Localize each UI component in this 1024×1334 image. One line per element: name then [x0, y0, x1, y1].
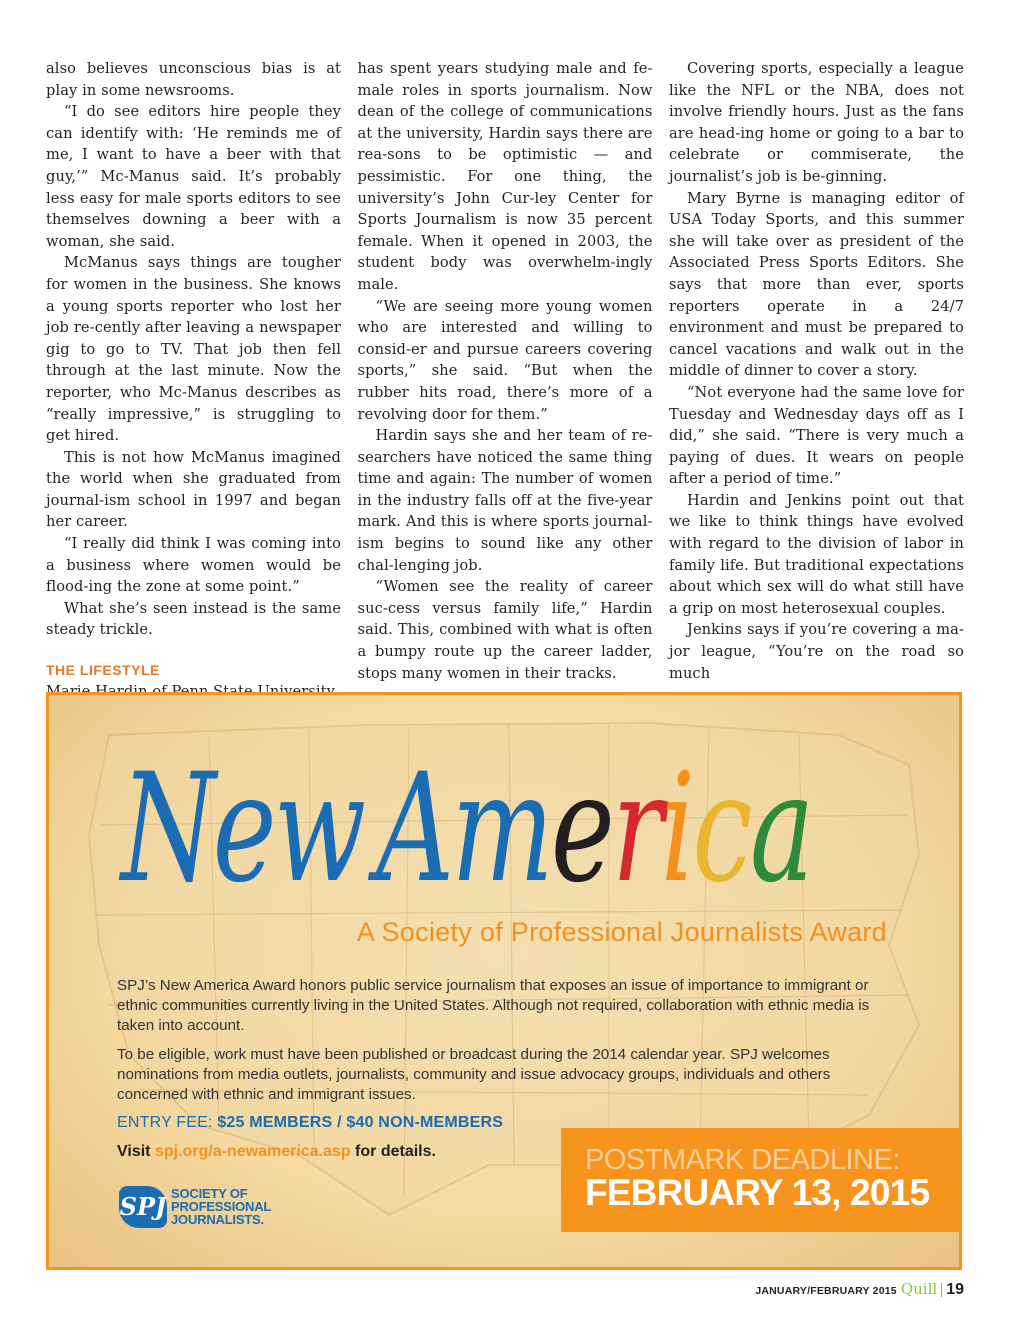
spj-logo-text: SOCIETY OF PROFESSIONAL JOURNALISTS.	[171, 1186, 272, 1227]
paragraph: “I really did think I was coming into a business where women would be flood-ing the zone at some point.”	[46, 535, 341, 596]
title-letter-r: r	[611, 742, 661, 916]
title-new: New	[121, 742, 364, 916]
spj-logo-icon: SPJ	[119, 1186, 167, 1228]
title-letter-a: a	[749, 742, 812, 916]
ad-description	[117, 976, 902, 1114]
footer-divider	[941, 1283, 942, 1297]
column-3	[669, 58, 964, 682]
paragraph: “Not everyone had the same love for Tuesday and Wednesday days off as I did,” she said. “There is very much a paying of dues. It wears on people after a period of time.”	[669, 383, 964, 488]
paragraph: “Women see the reality of career suc-cess versus family life,” Hardin said. This, combined with what is often a bumpy route up the career ladder, stops many women in their tracks.	[357, 578, 653, 682]
section-heading: THE LIFESTYLE	[46, 662, 160, 679]
fee-label: ENTRY FEE:	[117, 1114, 213, 1131]
article-body	[46, 58, 964, 682]
ad-paragraph: SPJ’s New America Award honors public service journalism that exposes an issue of importance to immigrant or ethnic communities currently living in the United States. Although not required, collaboration with ethnic media is taken into account.	[117, 977, 870, 1034]
entry-fee	[117, 1114, 503, 1132]
column-2	[357, 58, 653, 682]
page-number: 19	[946, 1281, 964, 1298]
paragraph: Hardin says she and her team of re-searchers have noticed the same thing time and again: The number of women in the industry falls off at the five-year mark. And this is where sports journal-ism begins to sound like any other chal-lenging job.	[357, 427, 653, 574]
title-letter-i: i	[660, 742, 693, 916]
visit-word: Visit	[117, 1143, 151, 1160]
issue-date: JANUARY/FEBRUARY 2015	[755, 1285, 897, 1297]
paragraph: Jenkins says if you’re covering a ma-jor league, “You’re on the road so much	[669, 621, 964, 682]
paragraph: Hardin and Jenkins point out that we like to think things have evolved with regard to the division of labor in family life. But traditional expectations about which sex will do what still have a grip on most heterosexual couples.	[669, 491, 964, 617]
fee-value: $25 MEMBERS / $40 NON-MEMBERS	[217, 1114, 504, 1131]
paragraph: “I do see editors hire people they can identify with: ‘He reminds me of me, I want to have a beer with that guy,’” Mc-Manus said. It’s probably less easy for male sports editors to see themselves downing a beer with a woman, she said.	[46, 103, 341, 250]
ad-title	[121, 739, 812, 919]
page-footer	[755, 1280, 964, 1299]
paragraph: has spent years studying male and fe-male roles in sports journalism. Now dean of the college of communications at the university, Hardin says there are rea-sons to be optimistic — and pessimistic. For one thing, the university’s John Cur-ley Center for Sports Journalism is now 35 percent female. When it opened in 2003, the student body was overwhelm-ingly male.	[357, 60, 653, 293]
paragraph: also believes unconscious bias is at play in some newsrooms.	[46, 60, 341, 99]
paragraph: Mary Byrne is managing editor of USA Today Sports, and this summer she will take over as president of the Associated Press Sports Editors. She says that more than ever, sports reporters operate in a 24/7 environment and must be prepared to cancel vacations and walk out in the middle of dinner to cover a story.	[669, 189, 964, 380]
paragraph: Covering sports, especially a league like the NFL or the NBA, does not involve friendly hours. Just as the fans are head-ing home or going to a bar to celebrate or commiserate, the journalist’s job is be-ginning.	[669, 60, 964, 185]
ad-paragraph: To be eligible, work must have been published or broadcast during the 2014 calendar year. SPJ welcomes nominations from media outlets, journalists, community and issue advocacy groups, individuals and others concerned with ethnic and immigrant issues.	[117, 1046, 831, 1103]
new-america-award-ad	[46, 692, 962, 1270]
paragraph: This is not how McManus imagined the world when she graduated from journal-ism school in 1997 and began her career.	[46, 448, 341, 531]
paragraph: What she’s seen instead is the same steady trickle.	[46, 599, 341, 639]
paragraph: “We are seeing more young women who are interested and willing to consid-er and pursue careers covering sports,” she said. “But when the rubber hits road, there’s more of a revolving door for them.”	[357, 297, 653, 423]
visit-line	[117, 1143, 436, 1161]
magazine-name: Quill	[900, 1280, 938, 1298]
deadline-date: FEBRUARY 13, 2015	[585, 1172, 930, 1213]
award-link[interactable]: spj.org/a-newamerica.asp	[154, 1143, 351, 1160]
spj-logo	[119, 1184, 309, 1232]
column-1	[46, 58, 341, 679]
deadline-box	[561, 1128, 959, 1232]
paragraph: McManus says things are tougher for women in the business. She knows a young sports reporter who lost her job re-cently after leaving a newspaper gig to go to TV. That job then fell through at the last minute. Now the reporter, who Mc-Manus describes as “really impressive,” is struggling to get hired.	[46, 254, 341, 445]
visit-tail: for details.	[355, 1143, 436, 1160]
deadline-label: POSTMARK DEADLINE:	[585, 1144, 900, 1176]
title-letter-c: c	[692, 742, 750, 916]
title-letter-e: e	[550, 742, 612, 916]
ad-subtitle: A Society of Professional Journalists Award	[356, 917, 887, 947]
title-am: Am	[376, 742, 551, 916]
